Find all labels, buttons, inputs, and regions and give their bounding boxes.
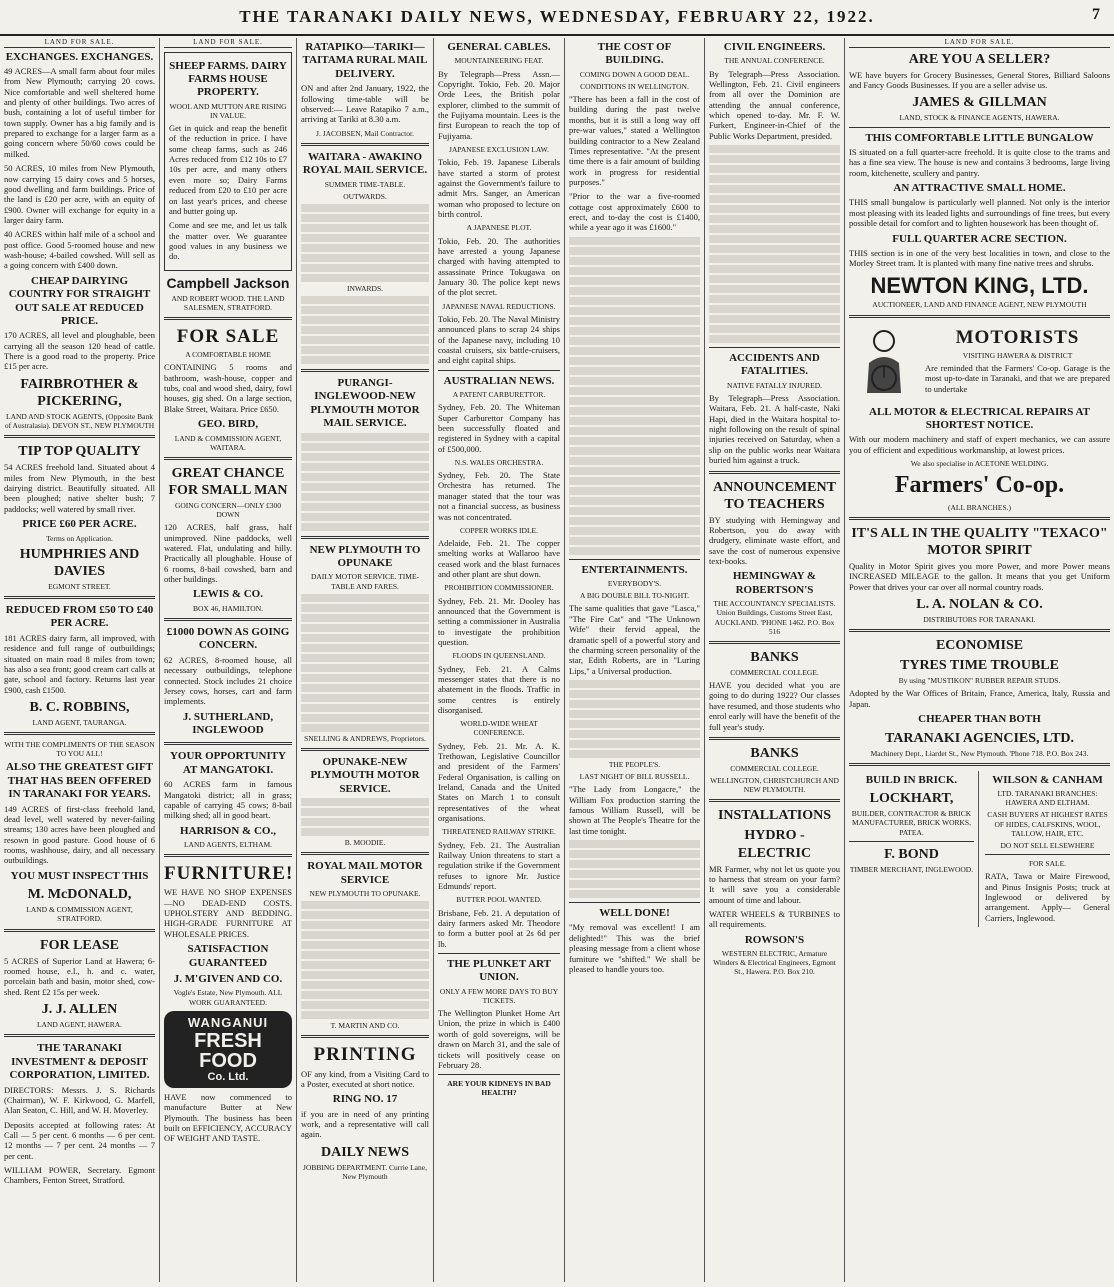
adopted-text: Adopted by the War Offices of Britain, France, America, Italy, Russia and Japan.: [849, 688, 1110, 709]
come-text: Come and see me, and let us talk the matter over. We guarantee good values in any business we do.: [169, 220, 287, 262]
texaco-heading: IT'S ALL IN THE QUALITY "TEXACO" MOTOR SPIRIT: [851, 525, 1108, 558]
do-not-sell-text: DO NOT SELL ELSEWHERE: [1000, 840, 1095, 850]
snelling-signature: SNELLING & ANDREWS, Proprietors.: [304, 733, 426, 743]
firm-james-gillman: JAMES & GILLMAN: [912, 95, 1047, 111]
wheat-heading: WORLD-WIDE WHEAT CONFERENCE.: [460, 719, 538, 738]
great-chance-heading: GREAT CHANCE FOR SMALL MAN: [168, 465, 288, 498]
farmers-coop-heading: Farmers' Co-op.: [894, 472, 1065, 499]
firm-james-gillman-sub: LAND, STOCK & FINANCE AGENTS, HAWERA.: [899, 113, 1060, 123]
entertainment-lines: [569, 680, 700, 758]
firm-campbell-jackson: Campbell Jackson: [166, 274, 290, 291]
ad-62-acres: 62 ACRES, 8-roomed house, all necessary outbuildings, telephone connected. Stock includes 21 choice Jersey cows, horses, cart and farm implements.: [164, 654, 292, 707]
copper-heading: COPPER WORKS IDLE.: [460, 525, 538, 535]
fresh-food-text: HAVE now commenced to manufacture Butter at New Plymouth. The business has been built on EFFICIENCY, ACCURACY OF WEIGHT AND TASTE.: [164, 1091, 292, 1144]
masthead: [0, 0, 1114, 36]
firm-newton-king: NEWTON KING, LTD.: [870, 272, 1089, 298]
daily-news-heading: DAILY NEWS: [320, 1144, 410, 1160]
timetable-4-sub: DAILY MOTOR SERVICE. TIME-TABLE AND FARES.: [310, 572, 420, 591]
peoples-text: "The Lady from Longacre," the William Fox production starring the famous William Russell, will be shown at The People's Theatre for the last time tonight.: [569, 784, 700, 836]
column-2: [160, 38, 297, 1282]
timetable-5-title: OPUNAKE-NEW PLYMOUTH MOTOR SERVICE.: [310, 755, 420, 795]
ad-54-acres: 54 ACRES freehold land. Situated about 4 miles from New Plymouth, in the best dairying district. Beautifully situated. All been ploughed; native shelter bush; 7 paddocks; well watered by small river.: [4, 462, 155, 514]
bungalow-text: IS situated on a full quarter-acre freehold. It is quite close to the trams and has a fine sea view. The house is new and contains 3 bedrooms, large living room, kitchenette, scullery and pantry.: [849, 146, 1110, 178]
visiting-heading: VISITING HAWERA & DISTRICT: [962, 350, 1073, 360]
banks-heading-1: BANKS: [750, 649, 799, 665]
ring-heading: RING NO. 17: [332, 1093, 398, 1106]
logo-line-2: FRESH FOOD: [194, 1029, 262, 1072]
plunket-heading: THE PLUNKET ART UNION.: [447, 958, 551, 984]
bottom-ads: [849, 771, 1110, 927]
seller-heading: ARE YOU A SELLER?: [908, 51, 1051, 67]
tip-top-heading: TIP TOP QUALITY: [18, 444, 141, 460]
timetable-6-title: ROYAL MAIL MOTOR SERVICE: [307, 860, 423, 886]
timetable-4-title: NEW PLYMOUTH TO OPUNAKE: [309, 543, 421, 570]
logo-line-3: Co. Ltd.: [207, 1070, 249, 1083]
small-home-text: THIS small bungalow is particularly well planned. Not only is the interior most pleasing with its leaded lights and surroundings of fine trees, but every possible detail for comfort and to lighten housework has been thought of.: [849, 197, 1110, 229]
tyres-heading: TYRES TIME TROUBLE: [900, 658, 1059, 674]
hydro-electric-heading: HYDRO - ELECTRIC: [737, 828, 812, 861]
well-done-heading: WELL DONE!: [599, 907, 670, 920]
floods-heading: FLOODS IN QUEENSLAND.: [452, 651, 546, 661]
column-1: [0, 38, 160, 1282]
timetable-1-text: ON and after 2nd January, 1922, the following time-table will be observed:— Leave Ratapiko 7 a.m., arriving at Tariki at 8.30 a.m.: [301, 83, 429, 125]
machinery-text: With our modern machinery and staff of expert mechanics, we can assure you of efficient and expeditious workmanship, at lowest prices.: [849, 434, 1110, 455]
coming-down-sub: COMING DOWN A GOOD DEAL.: [579, 69, 690, 79]
firm-sutherland: J. SUTHERLAND, INGLEWOOD: [182, 710, 274, 737]
section-tag: LAND FOR SALE.: [164, 38, 292, 48]
cash-buyers-text: CASH BUYERS AT HIGHEST RATES OF HIDES, CALFSKINS, WOOL, TALLOW, HAIR, ETC.: [987, 810, 1108, 838]
plot-text: Tokio, Feb. 20. The authorities have arrested a young Japanese charged with having attempted to assassinate Prince Tokugawa on January 30. The police kept news of the plot secret.: [438, 235, 560, 298]
timetable-2-sub: SUMMER TIME-TABLE.: [324, 179, 406, 189]
accidents-heading: ACCIDENTS AND FATALITIES.: [729, 352, 820, 378]
timetable-1-title: RATAPIKO—TARIKI—TAITAMA RURAL MAIL DELIVERY.: [302, 41, 428, 80]
ad-170-acres: 170 ACRES, all level and ploughable, been carrying all the season 120 head of cattle. There is a good road to the property. Price £15 per acre.: [4, 330, 155, 372]
exclusion-text: Tokio, Feb. 19. Japanese Liberals have started a storm of protest against the Government's failure to admit Mrs. Sanger, an American woman who proposed to lecture on birth control.: [438, 157, 560, 219]
ad-50-acres: 50 ACRES, 10 miles from New Plymouth, now carrying 15 dairy cows and 5 horses, good dwelling and farm buildings. Price of the land is £20 per acre, with an equity of £900. Owner will exchange for equity in a larger dairy farm.: [4, 163, 155, 225]
going-concern-heading: GOING CONCERN—ONLY £300 DOWN: [174, 501, 282, 520]
carburettor-text: Sydney, Feb. 20. The Whiteman Super Carburettor Company has been successfully floated and registered in Sydney with a capital of £500,000.: [438, 402, 560, 454]
native-injured-text: By Telegraph—Press Association. Waitara, Feb. 21. A half-caste, Naki Hapi, died in the Waitara hospital to-night following on the result of spinal injuries received on Saturday, when a slip on the public works near Waitara buried him against a truck.: [709, 393, 840, 466]
logo-line-1: WANGANUI: [187, 1014, 269, 1030]
commercial-college-1: COMMERCIAL COLLEGE.: [730, 667, 819, 677]
firm-campbell-sub: AND ROBERT WOOD. THE LAND SALESMEN, STRATFORD.: [171, 293, 285, 312]
cost-building-text: "There has been a fall in the cost of building during the past twelve months, but it is still a long way off pre-war values," stated a Wellington building contractor to a New Zealand Times representative. "At the present time there is a fair amount of building work in progress for residential purposes.": [569, 94, 700, 187]
opportunity-heading: YOUR OPPORTUNITY AT MANGATOKI.: [169, 750, 287, 776]
butter-pool-text: Brisbane, Feb. 21. A deputation of dairy farmers asked Mr. Theodore to form a butter pool at 2s 6d per lb.: [438, 907, 560, 949]
ad-120-acres: 120 ACRES, half grass, half unimproved. Nine paddocks, well watered. Flat, undulating and hilly. Practically all ploughable. House of 6 rooms, 8-bail cowshed, barn and other buildings.: [164, 522, 292, 585]
firm-taranaki-agencies-sub: Machinery Dept., Liardet St., New Plymouth. 'Phone 718. P.O. Box 243.: [870, 748, 1089, 758]
mountaineering-heading: MOUNTAINEERING FEAT.: [454, 56, 544, 66]
brick-heading: BUILD IN BRICK.: [865, 773, 958, 786]
column-4: [434, 38, 565, 1282]
firm-bond: F. BOND: [884, 846, 939, 862]
installations-heading: INSTALLATIONS: [717, 808, 832, 824]
wool-heading: WOOL AND MUTTON ARE RISING IN VALUE.: [169, 101, 287, 120]
firm-harrison-sub: LAND AGENTS, ELTHAM.: [183, 840, 273, 850]
firm-bird: GEO. BIRD,: [197, 418, 259, 431]
remind-text: Are reminded that the Farmers' Co-op. Garage is the most up-to-date in Taranaki, and that we are prepared to undertake: [925, 362, 1110, 394]
firm-fairbrother-sub: LAND AND STOCK AGENTS, (Opposite Bank of Australasia). DEVON ST., NEW PLYMOUTH: [4, 411, 155, 431]
printing-heading: PRINTING: [313, 1044, 417, 1066]
firm-harrison: HARRISON & CO.,: [180, 824, 276, 837]
timetable-3-title: PURANGI-INGLEWOOD-NEW PLYMOUTH MOTOR MAIL SERVICE.: [310, 377, 420, 430]
seller-text: WE have buyers for Grocery Businesses, General Stores, Billiard Saloons and Fancy Goods Businesses. If you are a seller advise us.: [849, 69, 1110, 90]
exclusion-heading: JAPANESE EXCLUSION LAW.: [449, 145, 549, 155]
copper-text: Adelaide, Feb. 21. The copper smelting works at Wallaroo have ceased work and the blast furnaces and other plant are shut down.: [438, 538, 560, 580]
wheat-text: Sydney, Feb. 21. Mr. A. K. Trethowan, Legislative Councillor and president of the Farmers' Federal Organisation, is calling on Ireland, Canada and the United States on March 1 to consult representatives of the wheat organisations.: [438, 740, 560, 824]
outwards-heading: OUTWARDS.: [343, 191, 387, 201]
entertainment-text: The same qualities that gave "Lasca," "The Fire Cat" and "The Unknown Wife" their fervid appeal, the dramatic spell of a powerful story and the charming screen personality of the star, Edith Roberts, are in "Luring Lips," a Universal production.: [569, 603, 700, 676]
furniture-text: WE HAVE NO SHOP EXPENSES—NO DEAD-END COSTS. UPHOLSTERY AND BEDDING. HIGH-GRADE FURNITURE AT WHOLESALE PRICES.: [164, 887, 292, 939]
timetable-lines-6: [301, 901, 429, 1019]
firm-wilson-canham-sub: LTD. TARANAKI BRANCHES: HAWERA AND ELTHAM.: [997, 789, 1098, 808]
firm-rowson: ROWSON'S: [744, 933, 805, 946]
firm-rowson-sub: WESTERN ELECTRIC, Armature Winders & Electrical Engineers, Egmont St., Hawera. P.O. Box 210.: [713, 949, 836, 977]
timetable-6-sub: NEW PLYMOUTH TO OPUNAKE.: [309, 889, 421, 899]
college-cities: WELLINGTON, CHRISTCHURCH AND NEW PLYMOUTH.: [710, 776, 839, 795]
inwards-heading: INWARDS.: [346, 283, 384, 293]
ad-40-acres: 40 ACRES within half mile of a school and post office. Good 5-roomed house and new wash-house; 4-bailed cowshed. Will sell as a going concern with £400 down.: [4, 229, 155, 271]
cheap-heading: CHEAP DAIRYING COUNTRY FOR STRAIGHT OUT SALE AT REDUCED PRICE.: [8, 274, 151, 327]
commercial-college-2: COMMERCIAL COLLEGE.: [730, 763, 819, 773]
orchestra-text: Sydney, Feb. 20. The State Orchestra has returned. The manager stated that the tour was not a financial success, as business was not concentrated.: [438, 470, 560, 522]
ad-60-acres: 60 ACRES farm in famous Mangatoki district; all in grass; capable of carrying 45 cows; 8-bail milking shed; all in good heart.: [164, 779, 292, 821]
timetable-2-title: WAITARA - AWAKINO ROYAL MAIL SERVICE.: [302, 150, 428, 177]
sheep-heading: SHEEP FARMS. DAIRY FARMS HOUSE PROPERTY.: [169, 59, 287, 99]
printing-text: OF any kind, from a Visiting Card to a Poster, executed at short notice.: [301, 1068, 429, 1089]
down-1000-heading: £1000 DOWN AS GOING CONCERN.: [166, 626, 290, 652]
deposit-rates: Deposits accepted at following rates: At Call — 5 per cent. 6 months — 6 per cent. 12 months — 7 per cent. 24 months — 7 per cent.: [4, 1119, 155, 1161]
lease-ad: 5 ACRES of Superior Land at Hawera; 6-roomed house, e.l., h. and c. water, porcelain bath and basin, motor shed, cow-shed. Rent £2 15s per week.: [4, 955, 155, 997]
firm-nolan: L. A. NOLAN & CO.: [916, 596, 1043, 612]
firm-newton-king-sub: AUCTIONEER, LAND AND FINANCE AGENT, NEW PLYMOUTH: [872, 300, 1087, 310]
firm-mgiven: J. M'GIVEN AND CO.: [173, 973, 283, 985]
firm-mcdonald: M. McDONALD,: [27, 887, 132, 903]
naval-heading: JAPANESE NAVAL REDUCTIONS.: [442, 301, 556, 311]
bottom-ads-left: [849, 771, 979, 927]
floods-text: Sydney, Feb. 21. A Calms messenger states that there is no abatement in the floods. Traffic in some centres is entirely disorganised.: [438, 663, 560, 715]
column-3: [297, 38, 434, 1282]
entertainments-heading: ENTERTAINMENTS.: [581, 563, 688, 576]
firm-allen-sub: LAND AGENT, HAWERA.: [36, 1020, 123, 1030]
comfortable-home-text: CONTAINING 5 rooms and bathroom, wash-house, copper and tubs, coal and wood shed, dairy, fowl houses, gig shed. On a large section, Blake Street, Waitara. Price £650.: [164, 362, 292, 414]
ring-text: if you are in need of any printing work, and a representative will call again.: [301, 1108, 429, 1140]
peoples-lines: [569, 840, 700, 898]
railway-text: Sydney, Feb. 21. The Australian Railway Union threatens to start a regulation strike if the Government refuses to ignore Mr. Justice Edmunds' report.: [438, 839, 560, 892]
timetable-lines-2: [301, 296, 429, 364]
motorists-heading: MOTORISTS: [955, 326, 1080, 348]
australian-news-heading: AUSTRALIAN NEWS.: [443, 374, 555, 387]
firm-lockhart: LOCKHART,: [869, 791, 954, 807]
satisfaction-heading: SATISFACTION GUARANTEED: [187, 943, 269, 969]
comfortable-home-heading: A COMFORTABLE HOME: [185, 350, 271, 360]
cost-building-heading: THE COST OF BUILDING.: [597, 41, 672, 67]
mountaineering-text: By Telegraph—Press Assn.—Copyright. Tokio, Feb. 20. Major Orde Lees, the British polar explorer, climbed to the summit of the Fujiyama mountain. Lees is the first European to reach the top of Fujiyama.: [438, 68, 560, 141]
small-home-heading: AN ATTRACTIVE SMALL HOME.: [893, 182, 1066, 195]
well-done-text: "My removal was excellent! I am delighted!" This was the brief pleasing message from a client whose furniture we "shifted." We shall be pleased to handle yours too.: [569, 922, 700, 974]
jobbing-dept: JOBBING DEPARTMENT. Currie Lane, New Plymouth: [303, 1162, 427, 1181]
firm-wilson-canham: WILSON & CANHAM: [992, 773, 1103, 786]
firm-nolan-sub: DISTRIBUTORS FOR TARANAKI.: [923, 615, 1036, 624]
greatest-gift: ALSO THE GREATEST GIFT THAT HAS BEEN OFFERED IN TARANAKI FOR YEARS.: [5, 761, 154, 801]
firm-taranaki-agencies: TARANAKI AGENCIES, LTD.: [884, 730, 1075, 746]
plunket-text: The Wellington Plunket Home Art Union, the prize in which is £400 worth of gold sovereigns, will be drawn on March 31, and the sale of tickets will positively cease on February 28.: [438, 1008, 560, 1070]
motorists-ad: [849, 323, 1110, 403]
for-sale-small-heading: FOR SALE.: [1028, 859, 1067, 869]
sheep-farms-ad: [164, 52, 292, 271]
hydro-text: MR Farmer, why not let us quote you to harness that stream on your farm? It will save you a considerable amount of time and labour.: [709, 863, 840, 905]
firm-hemingway: HEMINGWAY & ROBERTSON'S: [732, 570, 817, 596]
firm-lockhart-sub: BUILDER, CONTRACTOR & BRICK MANUFACTURER, BRICK WORKS, PATEA.: [851, 809, 972, 837]
terms-note: Terms on Application.: [46, 533, 113, 543]
timetable-lines-5: [301, 798, 429, 836]
general-cables-heading: GENERAL CABLES.: [447, 41, 551, 53]
farmers-coop-sub: (ALL BRANCHES.): [947, 502, 1012, 512]
teachers-heading: ANNOUNCEMENT TO TEACHERS: [713, 479, 836, 512]
inspect-heading: YOU MUST INSPECT THIS: [10, 869, 149, 882]
price-60: PRICE £60 PER ACRE.: [22, 518, 137, 531]
masthead-title: THE TARANAKI DAILY NEWS, WEDNESDAY, FEBRUARY 22, 1922.: [239, 7, 875, 26]
double-bill-heading: A BIG DOUBLE BILL TO-NIGHT.: [579, 591, 690, 601]
peoples-heading: THE PEOPLE'S.: [608, 759, 661, 769]
deposit-rates-extra: WILLIAM POWER, Secretary. Egmont Chambers, Fenton Street, Stratford.: [4, 1165, 155, 1186]
mustikon-text: By using "MUSTIKON" RUBBER REPAIR STUDS.: [898, 676, 1061, 686]
martin-signature: T. MARTIN AND CO.: [330, 1021, 400, 1031]
reduced-heading: REDUCED FROM £50 TO £40 PER ACRE.: [5, 603, 154, 630]
timetable-lines-3: [301, 433, 429, 531]
exchanges-heading: EXCHANGES. EXCHANGES.: [5, 50, 154, 63]
conference-lines: [709, 145, 840, 343]
ad-49-acres: 49 ACRES—A small farm about four miles from New Plymouth; carrying 20 cows. Nice comfortable and well sheltered home and plenty of other buildings. Two acres of bush, containing a lot of useful timber for town supply. Owner has a big family and is prepared to exchange for a larger farm as a going concern where 50/60 cows could be milked.: [4, 65, 155, 159]
conference-text: By Telegraph—Press Association. Wellington, Feb. 21. Civil engineers from all over the Dominion are attending the annual conference, which opened to-day. Mr. F. W. Furkert, Engineer-in-Chief of the Public Works Department, presided.: [709, 68, 840, 141]
conditions-sub: CONDITIONS IN WELLINGTON.: [580, 81, 689, 91]
firm-humphries-sub: EGMONT STREET.: [48, 581, 111, 591]
furniture-heading: FURNITURE!: [164, 863, 294, 885]
cheaper-heading: CHEAPER THAN BOTH: [918, 713, 1041, 726]
column-6: [705, 38, 845, 1282]
column-5: [565, 38, 705, 1282]
butter-pool-heading: BUTTER POOL WANTED.: [456, 895, 542, 905]
civil-engineers-heading: CIVIL ENGINEERS.: [723, 41, 826, 53]
everybodys-heading: EVERYBODY'S.: [607, 579, 662, 589]
plot-heading: A JAPANESE PLOT.: [466, 223, 532, 233]
timetable-lines-1: [301, 204, 429, 282]
last-night-heading: LAST NIGHT OF BILL RUSSELL.: [579, 772, 690, 782]
ad-149-acres: 149 ACRES of first-class freehold land, dead level, well watered by never-failing streams; 130 acres have been ploughed and resown in good pasture. Good house of 6 rooms, washhouse, dairy, and all necessary outbuildings.: [4, 803, 155, 866]
cost-building-text-2: "Prior to the war a five-roomed cottage cost approximately £600 to erect, and to-day the cost is £1400, while a year ago it was £1600.": [569, 191, 700, 233]
carburettor-heading: A PATENT CARBURETTOR.: [452, 390, 546, 399]
native-injured-heading: NATIVE FATALLY INJURED.: [726, 380, 823, 390]
quarter-acre-heading: FULL QUARTER ACRE SECTION.: [892, 232, 1067, 245]
firm-mcdonald-sub: LAND & COMMISSION AGENT, STRATFORD.: [26, 905, 133, 924]
prohibition-heading: PROHIBITION COMMISSIONER.: [444, 583, 554, 593]
plunket-sub: ONLY A FEW MORE DAYS TO BUY TICKETS.: [439, 986, 559, 1005]
timetable-lines-4: [301, 594, 429, 732]
directors-list: DIRECTORS: Messrs. J. S. Richards (Chairman), W. F. Kirkwood, G. Marfell, Alan Seaton, C. Hill, and W. H. Moverley.: [4, 1084, 155, 1116]
economise-heading: ECONOMISE: [935, 638, 1024, 654]
firm-hemingway-sub: THE ACCOUNTANCY SPECIALISTS. Union Buildings, Customs Street East, AUCKLAND. 'PHONE 1462. P.O. Box 516: [713, 599, 836, 636]
ad-181-acres: 181 ACRES dairy farm, all improved, with residence and full range of outbuildings; situated on main road 8 miles from town; has also a sea front; good cream cart calls at gate, school and factory. Returns last year £900, cash £1500.: [4, 632, 155, 695]
railway-heading: THREATENED RAILWAY STRIKE.: [442, 827, 556, 837]
for-lease-heading: FOR LEASE: [40, 937, 119, 953]
firm-bird-sub: LAND & COMMISSION AGENT, WAITARA.: [174, 433, 282, 452]
water-wheels-text: WATER WHEELS & TURBINES to all requirements.: [709, 909, 840, 930]
firm-fairbrother: FAIRBROTHER & PICKERING,: [20, 376, 139, 409]
texaco-text: Quality in Motor Spirit gives you more Power, and more Power means INCREASED MILEAGE to the gallon. It means that you get Uniform Power that drives your car over all normal country roads.: [849, 560, 1110, 592]
teachers-text: BY studying with Hemingway and Robertson, you do away with drudgery, eliminate waste effort, and save the cost of numerous expensive text-books.: [709, 514, 840, 567]
compliments-text: WITH THE COMPLIMENTS OF THE SEASON TO YOU ALL!: [4, 740, 155, 759]
wool-text: Get in quick and reap the benefit of the reduction in price. I have some cheap farms, such as 246 Acres reduced from £12 10s to £7 10s per acre, and many others even more so; Dairy Farms reduced from £20 to £10 per acre on last year's prices, and cheese and butter going up.: [169, 123, 287, 216]
column-7: [845, 38, 1114, 1282]
naval-text: Tokio, Feb. 20. The Naval Ministry announced plans to scrap 24 ships of the Japanese navy, including 10 coastal cruisers, six battle-cruisers, and eight capital ships.: [438, 313, 560, 366]
firm-lewis: LEWIS & CO.: [193, 588, 263, 601]
prohibition-text: Sydney, Feb. 21. Mr. Dooley has announced that the Government is setting a commissioner in Australia to investigate the prohibition question.: [438, 595, 560, 648]
welding-text: We also specialise in ACETONE WELDING.: [910, 459, 1049, 469]
firm-mgiven-sub: Vogle's Estate, New Plymouth. ALL WORK GUARANTEED.: [173, 988, 283, 1007]
quarter-acre-text: THIS section is in one of the very best localities in town, and close to the Morley Street tram. It is planted with many fine native trees and shrubs.: [849, 247, 1110, 269]
firm-bond-sub: TIMBER MERCHANT, INGLEWOOD.: [849, 864, 974, 874]
repairs-heading: ALL MOTOR & ELECTRICAL REPAIRS AT SHORTEST NOTICE.: [869, 405, 1090, 432]
firm-robbins: B. C. ROBBINS,: [29, 699, 130, 715]
college-text: HAVE you decided what you are going to do during 1922? Our classes have resumed, and those students who enrol early will have the benefit of the full year's study.: [709, 680, 840, 732]
investment-corp-heading: THE TARANAKI INVESTMENT & DEPOSIT CORPORATION, LIMITED.: [9, 1042, 150, 1082]
jacobsen-signature: J. JACOBSEN, Mail Contractor.: [316, 128, 414, 138]
firm-lewis-sub: BOX 46, HAMILTON.: [192, 603, 263, 613]
page-number: 7: [1092, 6, 1100, 23]
rata-text: RATA, Tawa or Maire Firewood, and Pinus Insignis Posts; truck at Inglewood or delivered by arrangement. Apply— General Carriers, Inglewood.: [985, 871, 1110, 923]
orchestra-heading: N.S. WALES ORCHESTRA.: [454, 457, 544, 467]
section-tag: LAND FOR SALE.: [4, 38, 155, 48]
bottom-ads-right: [985, 771, 1110, 927]
firm-humphries: HUMPHRIES AND DAVIES: [19, 546, 140, 579]
motorist-illustration: [849, 323, 919, 403]
conference-heading: THE ANNUAL CONFERENCE.: [724, 56, 825, 66]
firm-robbins-sub: LAND AGENT, TAURANGA.: [32, 718, 127, 728]
for-sale-heading: FOR SALE: [176, 326, 280, 348]
article-body-lines: [569, 237, 700, 555]
wanganui-fresh-food-logo: [164, 1011, 292, 1088]
section-tag: LAND FOR SALE.: [849, 38, 1110, 48]
banks-heading-2: BANKS: [750, 745, 799, 761]
bungalow-heading: THIS COMFORTABLE LITTLE BUNGALOW: [865, 131, 1094, 144]
firm-allen: J. J. ALLEN: [41, 1002, 118, 1018]
moodie-signature: B. MOODIE.: [344, 838, 386, 848]
kidneys-heading: ARE YOUR KIDNEYS IN BAD HEALTH?: [447, 1079, 551, 1098]
